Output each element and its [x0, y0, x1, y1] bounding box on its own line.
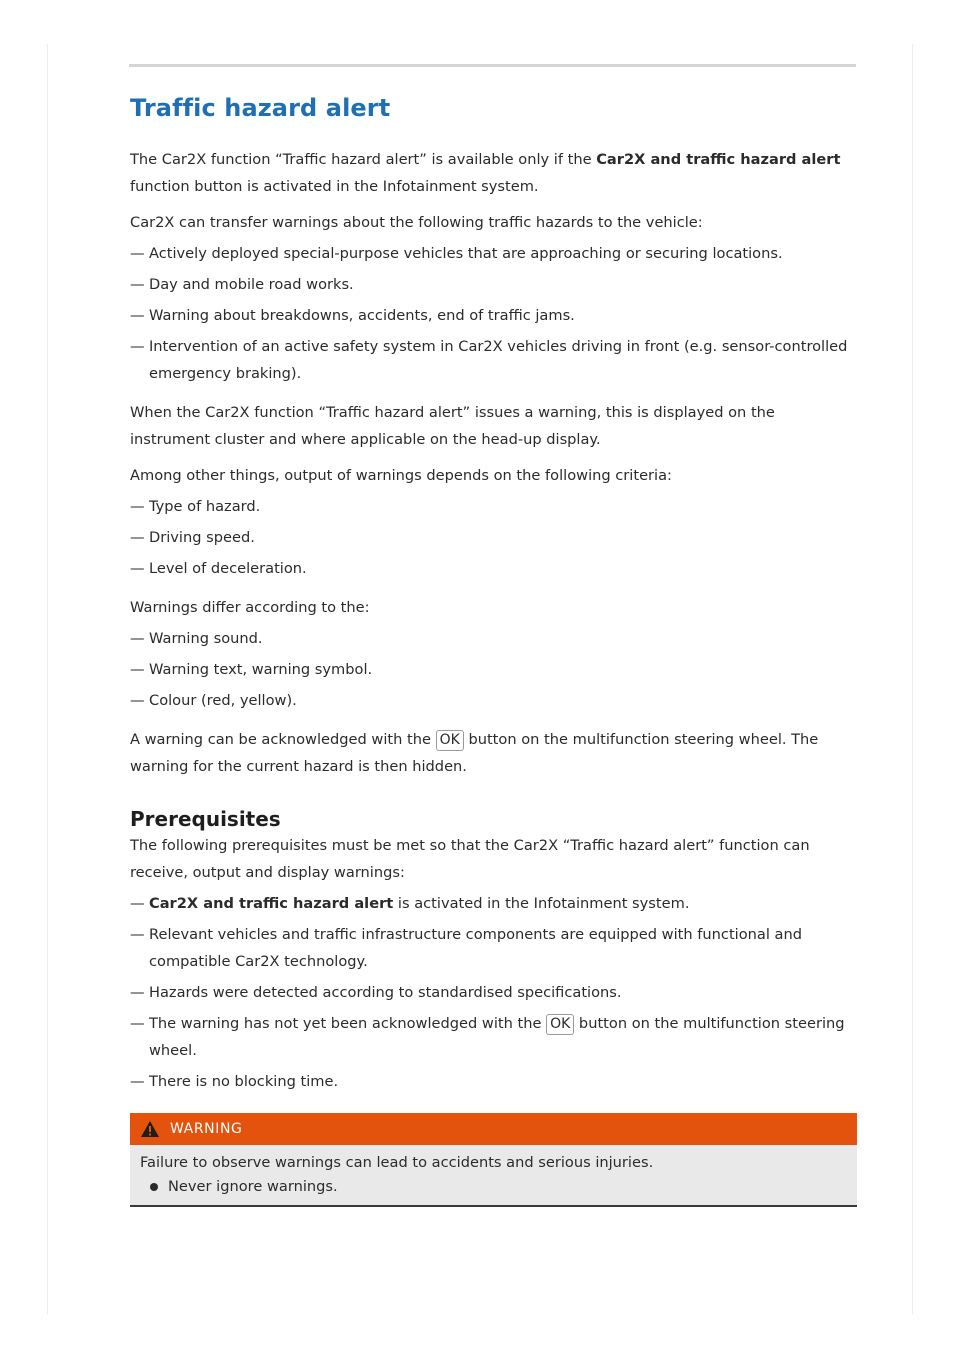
warning-triangle-icon	[140, 1120, 160, 1138]
list-item-text: Relevant vehicles and traffic infrastructure components are equipped with functional and compatible Car2X technology.	[149, 926, 802, 970]
ok-key-label: OK	[436, 730, 464, 751]
dash-marker: —	[130, 498, 145, 515]
ok-key-label: OK	[546, 1014, 574, 1035]
list-item-text: Warning about breakdowns, accidents, end of traffic jams.	[149, 307, 575, 324]
dash-marker: —	[130, 630, 145, 647]
list-item-text: Actively deployed special-purpose vehicles that are approaching or securing locations.	[149, 245, 783, 262]
list-item	[130, 1068, 855, 1095]
list-item	[130, 555, 855, 582]
list-item	[130, 921, 855, 975]
list-item	[130, 979, 855, 1006]
list-item-text: is activated in the Infotainment system.	[393, 895, 690, 912]
list-item-text: The warning has not yet been acknowledged with the	[149, 1015, 547, 1032]
prerequisites-intro: The following prerequisites must be met so that the Car2X “Traffic hazard alert” function can receive, output and display warnings:	[130, 837, 810, 881]
list-item	[130, 656, 855, 683]
list-item-text: Day and mobile road works.	[149, 276, 354, 293]
warning-label: WARNING	[170, 1121, 243, 1137]
dash-marker: —	[130, 661, 145, 678]
bullet-dot	[150, 1183, 158, 1191]
right-margin-line	[912, 44, 913, 1314]
list-item-text: Warning text, warning symbol.	[149, 661, 373, 678]
list-item	[130, 271, 855, 298]
ack-text: A warning can be acknowledged with the	[130, 731, 436, 748]
acknowledge-paragraph	[130, 726, 855, 780]
left-margin-line	[47, 44, 48, 1314]
list-item	[130, 625, 855, 652]
prerequisites-heading: Prerequisites	[130, 807, 281, 831]
criteria-list	[130, 493, 855, 582]
list-item	[130, 302, 855, 329]
list-item	[130, 493, 855, 520]
hazards-intro: Car2X can transfer warnings about the following traffic hazards to the vehicle:	[130, 214, 703, 231]
list-item	[130, 240, 855, 267]
display-paragraph: When the Car2X function “Traffic hazard alert” issues a warning, this is displayed on the instrument cluster and where applicable on the head-up display.	[130, 404, 775, 448]
warning-bullet	[140, 1175, 847, 1199]
list-item	[130, 890, 855, 917]
list-item-text-end: button on the multifunction steering wheel.	[149, 1015, 845, 1059]
list-item-text: Level of deceleration.	[149, 560, 307, 577]
dash-marker: —	[130, 1073, 145, 1090]
dash-marker: —	[130, 984, 145, 1001]
list-item-text: Hazards were detected according to standardised specifications.	[149, 984, 622, 1001]
dash-marker: —	[130, 560, 145, 577]
list-item	[130, 524, 855, 551]
intro-paragraph	[130, 146, 855, 200]
warning-text: Failure to observe warnings can lead to accidents and serious injuries.	[140, 1154, 654, 1171]
differ-list	[130, 625, 855, 714]
list-item-text: Intervention of an active safety system in Car2X vehicles driving in front (e.g. sensor-controlled emergency braking).	[149, 338, 848, 382]
list-item	[130, 687, 855, 714]
page-content	[130, 92, 855, 1207]
dash-marker: —	[130, 895, 145, 912]
dash-marker: —	[130, 245, 145, 262]
list-item-text: Type of hazard.	[149, 498, 261, 515]
intro-text: The Car2X function “Traffic hazard alert” is available only if the	[130, 151, 597, 168]
dash-marker: —	[130, 276, 145, 293]
dash-marker: —	[130, 307, 145, 324]
list-item	[130, 1010, 855, 1064]
function-button-name: Car2X and traffic hazard alert	[596, 151, 841, 168]
intro-text-end: function button is activated in the Infotainment system.	[130, 178, 539, 195]
dash-marker: —	[130, 1015, 145, 1032]
dash-marker: —	[130, 926, 145, 943]
list-item	[130, 333, 855, 387]
warning-bullet-text: Never ignore warnings.	[168, 1178, 338, 1195]
list-item-text: Colour (red, yellow).	[149, 692, 297, 709]
dash-marker: —	[130, 338, 145, 355]
header-rule	[129, 64, 856, 67]
differ-intro: Warnings differ according to the:	[130, 599, 370, 616]
dash-marker: —	[130, 692, 145, 709]
warning-header	[130, 1113, 857, 1145]
ack-text-end: button on the multifunction steering wheel. The warning for the current hazard is then hidden.	[130, 731, 819, 775]
warning-box	[130, 1113, 857, 1207]
hazard-list	[130, 240, 855, 387]
dash-marker: —	[130, 529, 145, 546]
page-title: Traffic hazard alert	[130, 94, 391, 122]
criteria-intro: Among other things, output of warnings depends on the following criteria:	[130, 467, 672, 484]
list-item-text: There is no blocking time.	[149, 1073, 339, 1090]
prerequisites-list	[130, 890, 855, 1095]
function-button-name: Car2X and traffic hazard alert	[149, 895, 394, 912]
list-item-text: Warning sound.	[149, 630, 263, 647]
list-item-text: Driving speed.	[149, 529, 255, 546]
warning-body	[130, 1145, 857, 1207]
